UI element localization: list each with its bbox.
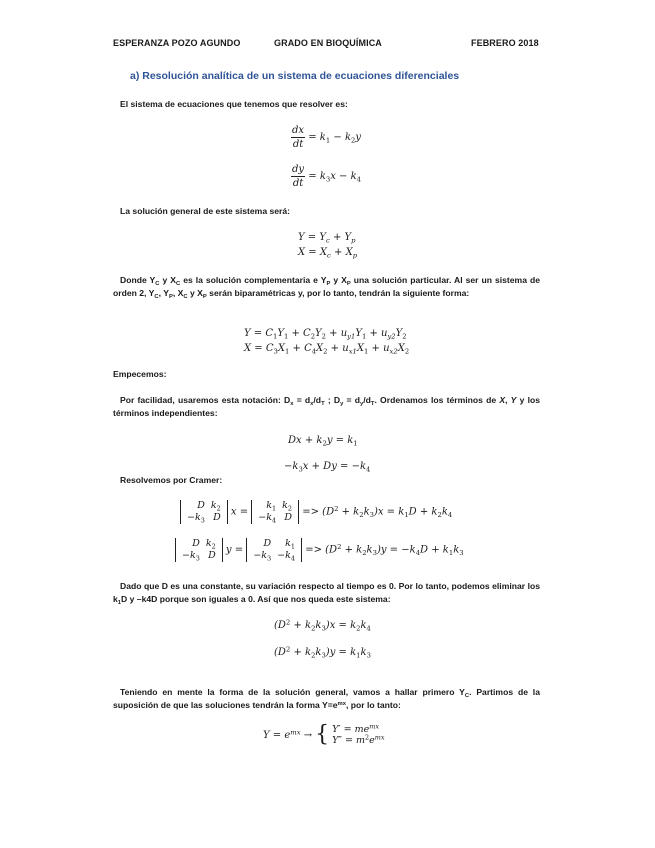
header-date: FEBRERO 2018 [471,38,539,48]
equation-cramer-y: D $k_2$ $-k_3$ D y = D $k_1$ $-k_3$ $-k_4$ => $(D^2 + k_2k_3)y = -k_4D + k_1k_3$ [175,538,464,562]
equation-reduced-y: $(D^2 + k_2k_3)y = k_1k_3$ [274,645,371,660]
paragraph-notation: Por facilidad, usaremos esta notación: $D_x = d_x/d_T$ ; $D_y = d_y/d_T$. Ordenamos los términos de X, Y y los términos independientes: [113,395,540,418]
paragraph-constant: Dado que D es una constante, su variación respecto al tiempo es 0. Por lo tanto, podemos eliminar los $k_1D$ y –k4D porque son iguales a 0. Así que nos queda este sistema: [113,581,540,607]
section-title: a) Resolución analítica de un sistema de ecuaciones diferenciales [130,70,460,82]
equation-general-solution: $Y = Y_c + Y_p$ $X = X_c + X_p$ [298,232,358,260]
equation-exponential: $Y = e^{mx}$ → { $Y' = me^{mx}$ $Y'' = m^2e^{mx}$ [263,722,385,747]
paragraph-cramer: Resolvemos por Cramer: [120,475,223,485]
paragraph-general-solution: La solución general de este sistema será: [120,206,291,216]
header-degree: GRADO EN BIOQUÍMICA [274,38,382,48]
equation-reduced-x: $(D^2 + k_2k_3)x = k_2k_4$ [274,618,371,633]
equation-biparametric: $Y = C_1Y_1 + C_2Y_2 + u_{y1}Y_1 + u_{y2}Y_2$ $X = C_3X_1 + C_4X_2 + u_{x1}X_1 + u_{x2}X_2$ [244,328,410,356]
paragraph-intro: El sistema de ecuaciones que tenemos que resolver es: [120,99,348,109]
equation-dydt: $\frac{dy}{dt}$ = $k_3x - k_4$ [292,164,361,189]
equation-operator-1: $Dx + k_2y = k_1$ [288,435,358,448]
paragraph-definitions: Donde $Y_C$ y $X_C$ es la solución complementaria e $Y_P$ y $X_P$ una solución particular. Al ser un sistema de orden 2, $Y_C$, $Y_P$, $X_C$ y $X_P$ serán biparamétricas y, por lo tanto, tendrán la siguiente forma: [113,275,540,301]
equation-dxdt: $\frac{dx}{dt}$ = $k_1 - k_2y$ [292,125,361,150]
paragraph-start: Empecemos: [113,369,167,379]
paragraph-assumption: Teniendo en mente la forma de la solución general, vamos a hallar primero $Y_C$. Partimos de la suposición de que las soluciones tendrán la forma $Y=e^{mx}$, por lo tanto: [113,687,540,710]
header-author: ESPERANZA POZO AGUNDO [113,38,241,48]
equation-operator-2: $-k_3x + Dy = -k_4$ [284,461,371,474]
equation-cramer-x: D $k_2$ $-k_3$ D x = $k_1$ $k_2$ $-k_4$ D => $(D^2 + k_2k_3)x = k_1D + k_2k_4$ [180,500,452,524]
